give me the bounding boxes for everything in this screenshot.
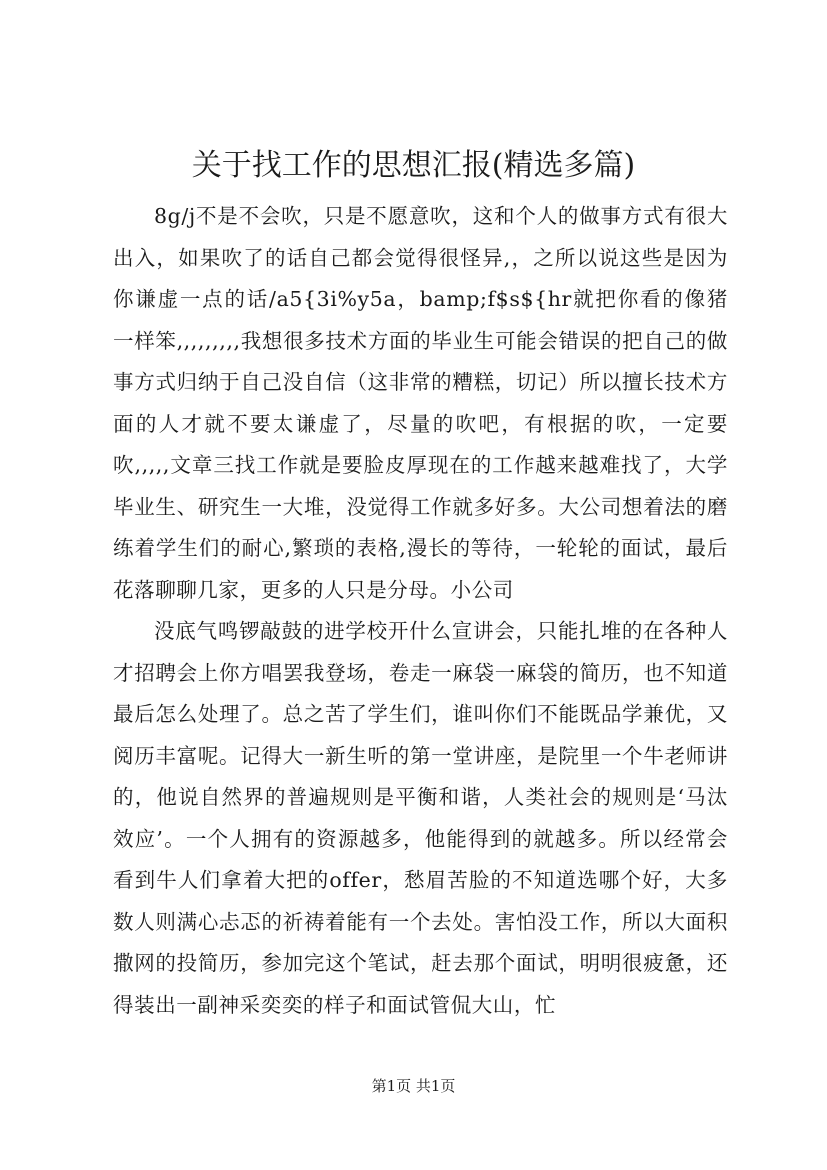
- body-paragraph-1: 8g/j不是不会吹，只是不愿意吹，这和个人的做事方式有很大出入，如果吹了的话自己都会觉得很怪异,，之所以说这些是因为你谦虚一点的话/a5{3i%y5a，bamp;f$s${hr就把你看的像猪一样笨,,,,,,,,,我想很多技术方面的毕业生可能会错误的把自己的做事方式归纳于自己没自信（这非常的糟糕，切记）所以擅长技术方面的人才就不要太谦虚了，尽量的吹吧，有根据的吹，一定要吹,,,,,文章三找工作就是要脸皮厚现在的工作越来越难找了，大学毕业生、研究生一大堆，没觉得工作就多好多。大公司想着法的磨练着学生们的耐心,繁琐的表格,漫长的等待，一轮轮的面试，最后花落聊聊几家，更多的人只是分母。小公司: [113, 204, 728, 602]
- page-footer: 第1页 共1页: [371, 1077, 456, 1095]
- body-paragraph-2: 没底气鸣锣敲鼓的进学校开什么宣讲会，只能扎堆的在各种人才招聘会上你方唱罢我登场，卷走一麻袋一麻袋的简历，也不知道最后怎么处理了。总之苦了学生们，谁叫你们不能既品学兼优，又阅历丰富呢。记得大一新生听的第一堂讲座，是院里一个牛老师讲的，他说自然界的普遍规则是平衡和谐，人类社会的规则是‘马汰效应’。一个人拥有的资源越多，他能得到的就越多。所以经常会看到牛人们拿着大把的offer，愁眉苦脸的不知道选哪个好，大多数人则满心忐忑的祈祷着能有一个去处。害怕没工作，所以大面积撒网的投简历，参加完这个笔试，赶去那个面试，明明很疲惫，还得装出一副神采奕奕的样子和面试管侃大山，忙: [113, 619, 728, 1017]
- document-body: [113, 196, 728, 1026]
- document-title: 关于找工作的思想汇报(精选多篇): [191, 148, 636, 183]
